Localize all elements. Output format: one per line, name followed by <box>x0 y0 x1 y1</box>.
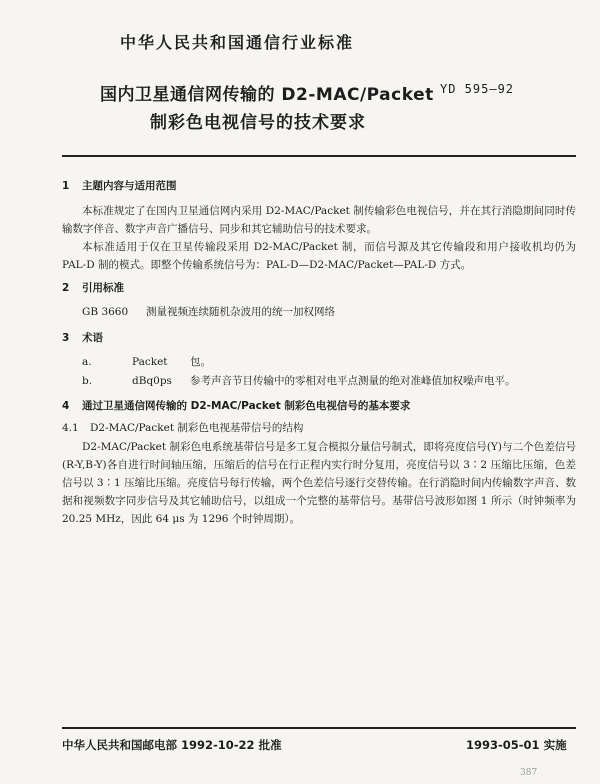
implementation-date: 1993-05-01 实施 <box>466 738 567 752</box>
approval-line: 中华人民共和国邮电部 1992-10-22 批准 <box>62 738 282 752</box>
section-4-heading <box>62 398 410 413</box>
page-mark: 387 <box>520 768 538 778</box>
section-2-heading <box>62 280 124 295</box>
subsection-4-1-heading <box>62 420 303 435</box>
document-title-line1: 国内卫星通信网传输的 D2-MAC/Packet <box>100 85 434 105</box>
section-number: 3 <box>62 332 70 344</box>
standard-category: 中华人民共和国通信行业标准 <box>120 33 355 52</box>
term-name: Packet <box>132 356 168 368</box>
top-divider <box>62 155 576 157</box>
section-3-heading <box>62 330 103 345</box>
term-label: b. <box>82 375 93 387</box>
section-number: 2 <box>62 282 70 294</box>
subsection-number: 4.1 <box>62 422 79 434</box>
term-item <box>82 354 211 369</box>
document-title-line2: 制彩色电视信号的技术要求 <box>150 113 366 133</box>
section-title: 引用标准 <box>82 282 124 294</box>
term-label: a. <box>82 356 92 368</box>
section-1-heading <box>62 178 177 193</box>
term-definition: 包。 <box>190 356 211 368</box>
term-item <box>82 373 516 388</box>
section-title: 主题内容与适用范围 <box>82 180 177 192</box>
reference-title: 测量视频连续随机杂波用的统一加权网络 <box>146 306 335 318</box>
standard-code: YD 595—92 <box>440 82 515 96</box>
reference-code: GB 3660 <box>82 306 129 318</box>
section-1-paragraph-2: 本标准适用于仅在卫星传输段采用 D2-MAC/Packet 制，而信号源及其它传输段和用户接收机均仍为 PAL-D 制的模式。即整个传输系统信号为：PAL-D—D2-MAC/Packet—PAL-D 方式。 <box>62 241 576 271</box>
term-definition: 参考声音节目传输中的零相对电平点测量的绝对准峰值加权噪声电平。 <box>190 375 516 387</box>
reference-standard <box>82 304 335 319</box>
section-number: 4 <box>62 400 70 412</box>
term-name: dBq0ps <box>132 375 172 387</box>
subsection-title: D2-MAC/Packet 制彩色电视基带信号的结构 <box>90 422 304 434</box>
section-number: 1 <box>62 180 70 192</box>
bottom-divider <box>62 727 576 729</box>
section-title: 通过卫星通信网传输的 D2-MAC/Packet 制彩色电视信号的基本要求 <box>82 400 411 412</box>
section-title: 术语 <box>82 332 103 344</box>
section-4-paragraph: D2-MAC/Packet 制彩色电系统基带信号是多工复合模拟分量信号制式，即将亮度信号(Y)与二个色差信号(R-Y,B-Y)各自进行时间轴压缩，压缩后的信号在行正程内实行时分复用，亮度信号以 3∶2 压缩比压缩，色差信号以 3∶1 压缩比压缩。亮度信号每行传输，两个色差信号逐行交替传输。在行消隐时间内传输数字声音、数据和视频数字同步信号及其它辅助信号，以组成一个完整的基带信号。基带信号波形如图 1 所示（时钟频率为 20.25 MHz，因此 64 μs 为 1296 个时钟周期）。 <box>62 441 576 525</box>
section-1-paragraph-1: 本标准规定了在国内卫星通信网内采用 D2-MAC/Packet 制传输彩色电视信号，并在其行消隐期间同时传输数字伴音、数字声音广播信号、同步和其它辅助信号的技术要求。 <box>62 205 576 235</box>
